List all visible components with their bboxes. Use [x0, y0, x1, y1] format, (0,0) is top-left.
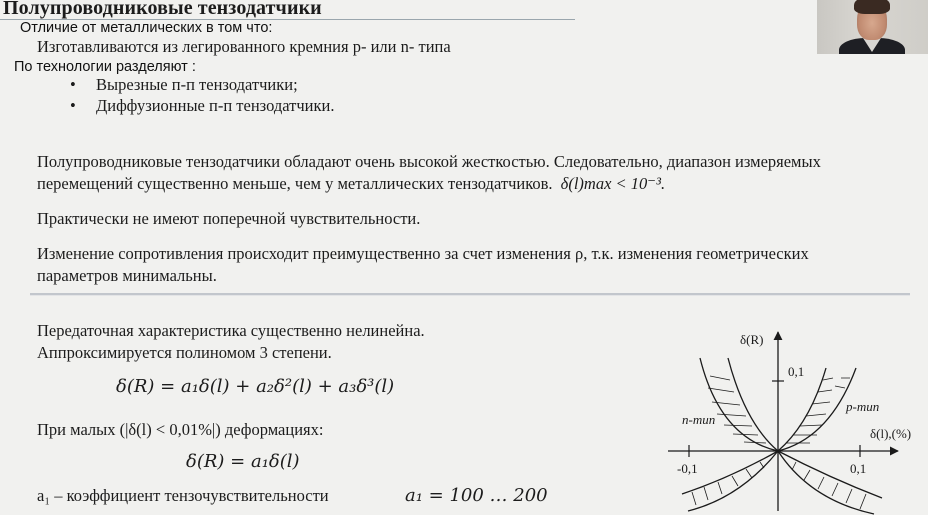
section-divider-shadow	[30, 295, 910, 296]
x-axis-label: δ(l),(%)	[870, 426, 912, 441]
transfer-line-2: Аппроксимируется полиномом 3 степени.	[37, 343, 332, 362]
p-type-band	[778, 368, 856, 451]
technology-item-1	[70, 75, 298, 95]
n-type-band	[700, 358, 778, 451]
resistance-line-1: Изменение сопротивления происходит преимущественно за счет изменения ρ, т.к. изменения геометрических	[37, 244, 809, 263]
x-tick-label-pos: 0,1	[850, 461, 867, 476]
coefficient-range: a₁ = 100 … 200	[405, 485, 548, 506]
presenter-hair	[854, 0, 890, 14]
y-axis-label: δ(R)	[740, 332, 764, 347]
coefficient-label: a₁ – коэффициент тензочувствительности	[37, 486, 329, 505]
y-tick-label: 0,1	[788, 364, 805, 379]
slide-title: Полупроводниковые тензодатчики	[3, 0, 322, 19]
compression-band-right	[778, 451, 882, 514]
technology-item-label: Вырезные п-п тензодатчики;	[96, 75, 298, 94]
polynomial-formula: δ(R) = a₁δ(l) + a₂δ²(l) + a₃δ³(l)	[116, 376, 395, 397]
stiffness-line-1: Полупроводниковые тензодатчики обладают очень высокой жесткостью. Следовательно, диапазон измеряемых	[37, 152, 821, 171]
characteristic-graph	[660, 328, 928, 515]
stiffness-formula: δ(l)max < 10⁻³.	[560, 174, 666, 193]
webcam-overlay	[817, 0, 928, 54]
technology-item-2	[70, 96, 334, 116]
stiffness-line-2	[37, 174, 665, 194]
compression-band-left	[682, 451, 778, 511]
transverse-text: Практически не имеют поперечной чувствительности.	[37, 209, 421, 228]
technology-item-label: Диффузионные п-п тензодатчики.	[96, 96, 335, 115]
linear-formula: δ(R) = a₁δ(l)	[186, 451, 300, 472]
technology-label: По технологии разделяют :	[14, 59, 196, 75]
difference-text: Изготавливаются из легированного кремния p- или n- типа	[37, 37, 451, 56]
resistance-line-2: параметров минимальны.	[37, 266, 217, 285]
stiffness-line-2-text: перемещений существенно меньше, чем у металлических тензодатчиков.	[37, 174, 553, 193]
small-deformation-label: При малых (|δ(l) < 0,01%|) деформациях:	[37, 420, 324, 439]
difference-label: Отличие от металлических в том что:	[20, 20, 273, 36]
x-tick-label-neg: -0,1	[677, 461, 698, 476]
bullet-icon: •	[70, 75, 76, 94]
bullet-icon: •	[70, 96, 76, 115]
p-type-label: p-тип	[846, 399, 880, 414]
n-type-label: n-тип	[682, 412, 716, 427]
transfer-line-1: Передаточная характеристика существенно нелинейна.	[37, 321, 425, 340]
